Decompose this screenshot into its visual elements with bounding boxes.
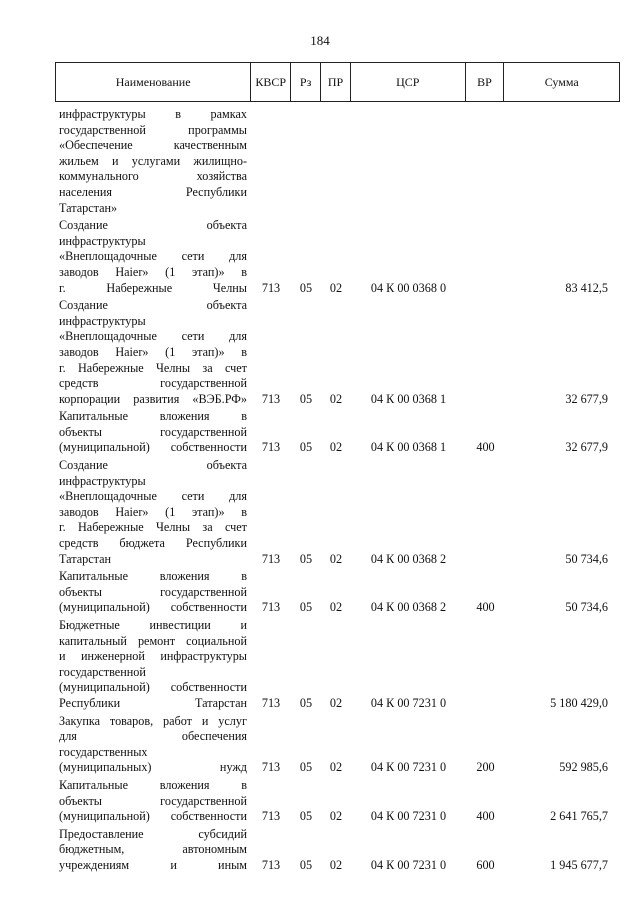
table-row [55,107,620,216]
row-name [55,458,251,567]
row-name-line: государственной [59,664,146,679]
row-kvsr: 713 [261,760,281,775]
row-rz: 05 [299,551,313,566]
table-row [55,218,620,296]
row-pr: 02 [329,809,343,824]
row-pr: 02 [329,695,343,710]
row-pr: 02 [329,440,343,455]
header-kvsr: КВСР [251,63,291,101]
row-name [55,827,251,874]
table-row [55,827,620,874]
table-row [55,778,620,825]
row-csr: 04 К 00 7231 0 [370,857,447,872]
row-pr: 02 [329,551,343,566]
row-name-line: Татарстан» [59,200,118,215]
row-name-line: заводов Haier» (1 этап)» в [59,504,247,519]
row-name-line: Татарстан [59,551,112,566]
row-name [55,409,251,456]
row-vr: 400 [476,440,495,455]
row-csr: 04 К 00 7231 0 [370,760,447,775]
header-csr: ЦСР [351,63,466,101]
row-kvsr: 713 [261,280,281,295]
row-name-line: Создание объекта [59,458,247,473]
row-rz: 05 [299,857,313,872]
row-name-line: (муниципальной) собственности [59,680,247,695]
row-rz: 05 [299,600,313,615]
row-name-line: для обеспечения [59,729,247,744]
row-name-line: заводов Haier» (1 этап)» в [59,344,247,359]
row-pr: 02 [329,391,343,406]
row-name [55,618,251,712]
row-sum: 592 985,6 [559,760,608,775]
row-kvsr: 713 [261,551,281,566]
row-name [55,714,251,776]
row-vr: 200 [476,760,495,775]
row-sum: 50 734,6 [565,551,608,566]
row-sum: 83 412,5 [565,280,608,295]
row-name-line: Предоставление субсидий [59,826,247,841]
row-name-line: Бюджетные инвестиции и [59,618,247,632]
row-sum: 50 734,6 [565,600,608,615]
row-csr: 04 К 00 7231 0 [370,695,447,710]
row-vr: 400 [476,600,495,615]
row-kvsr: 713 [261,695,281,710]
row-name-line: населения Республики [59,184,247,199]
header-rz: Рз [291,63,321,101]
row-rz: 05 [299,760,313,775]
row-kvsr: 713 [261,809,281,824]
row-name-line: коммунального хозяйства [59,169,247,184]
row-name-line: «Внеплощадочные сети для [59,329,247,344]
row-rz: 05 [299,280,313,295]
row-name [55,107,251,216]
row-name-line: инфраструктуры [59,233,146,248]
page-number: 184 [310,33,330,48]
row-name-line: объекты государственной [59,793,247,808]
row-name [55,778,251,825]
row-name-line: корпорации развития «ВЭБ.РФ» [59,391,247,406]
row-name [55,218,251,296]
row-name-line: жильем и услугами жилищно- [59,153,247,168]
row-vr: 600 [476,857,495,872]
row-csr: 04 К 00 0368 2 [370,600,447,615]
row-rz: 05 [299,391,313,406]
row-name-line: и инженерной инфраструктуры [59,649,247,664]
table-row [55,569,620,616]
row-name-line: г. Набережные Челны за счет [59,360,247,375]
row-kvsr: 713 [261,440,281,455]
row-kvsr: 713 [261,600,281,615]
row-name-line: объекты государственной [59,424,247,439]
row-name-line: инфраструктуры в рамках [59,107,247,121]
row-name-line: инфраструктуры [59,473,146,488]
row-name-line: капитальный ремонт социальной [59,633,247,648]
row-rz: 05 [299,695,313,710]
table-header [55,62,620,102]
row-csr: 04 К 00 0368 1 [370,440,447,455]
row-pr: 02 [329,280,343,295]
row-name-line: государственных [59,744,148,759]
row-name-line: (муниципальной) собственности [59,600,247,615]
row-name-line: Республики Татарстан [59,695,247,710]
table-row [55,298,620,407]
table-body [55,107,620,876]
row-name-line: учреждениям и иным [59,857,247,872]
row-name-line: Создание объекта [59,218,247,233]
row-pr: 02 [329,600,343,615]
row-name-line: заводов Haier» (1 этап)» в [59,264,247,279]
row-sum: 5 180 429,0 [550,695,608,710]
row-name-line: средств бюджета Республики [59,536,247,551]
header-name: Наименование [56,63,251,101]
header-vr: ВР [466,63,505,101]
row-name-line: средств государственной [59,376,247,391]
row-name-line: Капитальные вложения в [59,409,247,424]
table-row [55,409,620,456]
row-name-line: (муниципальных) нужд [59,760,247,775]
row-name-line: инфраструктуры [59,313,146,328]
header-pr: ПР [321,63,351,101]
row-sum: 32 677,9 [565,391,608,406]
row-name-line: (муниципальной) собственности [59,440,247,455]
row-rz: 05 [299,809,313,824]
row-pr: 02 [329,760,343,775]
row-rz: 05 [299,440,313,455]
table-row [55,458,620,567]
row-name-line: Закупка товаров, работ и услуг [59,713,247,728]
row-name-line: «Обеспечение качественным [59,138,247,153]
row-csr: 04 К 00 0368 2 [370,551,447,566]
row-name-line: Капитальные вложения в [59,777,247,792]
row-name-line: «Внеплощадочные сети для [59,249,247,264]
row-name-line: (муниципальной) собственности [59,809,247,824]
row-name-line: г. Набережные Челны за счет [59,520,247,535]
row-name-line: г. Набережные Челны [59,280,247,295]
row-vr: 400 [476,809,495,824]
row-sum: 32 677,9 [565,440,608,455]
row-name [55,298,251,407]
row-sum: 2 641 765,7 [550,809,608,824]
row-name-line: «Внеплощадочные сети для [59,489,247,504]
row-kvsr: 713 [261,857,281,872]
row-csr: 04 К 00 7231 0 [370,809,447,824]
table-row [55,714,620,776]
row-name-line: объекты государственной [59,584,247,599]
row-name [55,569,251,616]
row-name-line: бюджетным, автономным [59,842,247,857]
header-sum: Сумма [544,74,579,89]
row-name-line: Капитальные вложения в [59,569,247,584]
row-csr: 04 К 00 0368 1 [370,391,447,406]
row-pr: 02 [329,857,343,872]
row-csr: 04 К 00 0368 0 [370,280,447,295]
row-name-line: Создание объекта [59,298,247,313]
table-row [55,618,620,712]
row-name-line: государственной программы [59,122,247,137]
row-kvsr: 713 [261,391,281,406]
row-sum: 1 945 677,7 [550,857,608,872]
